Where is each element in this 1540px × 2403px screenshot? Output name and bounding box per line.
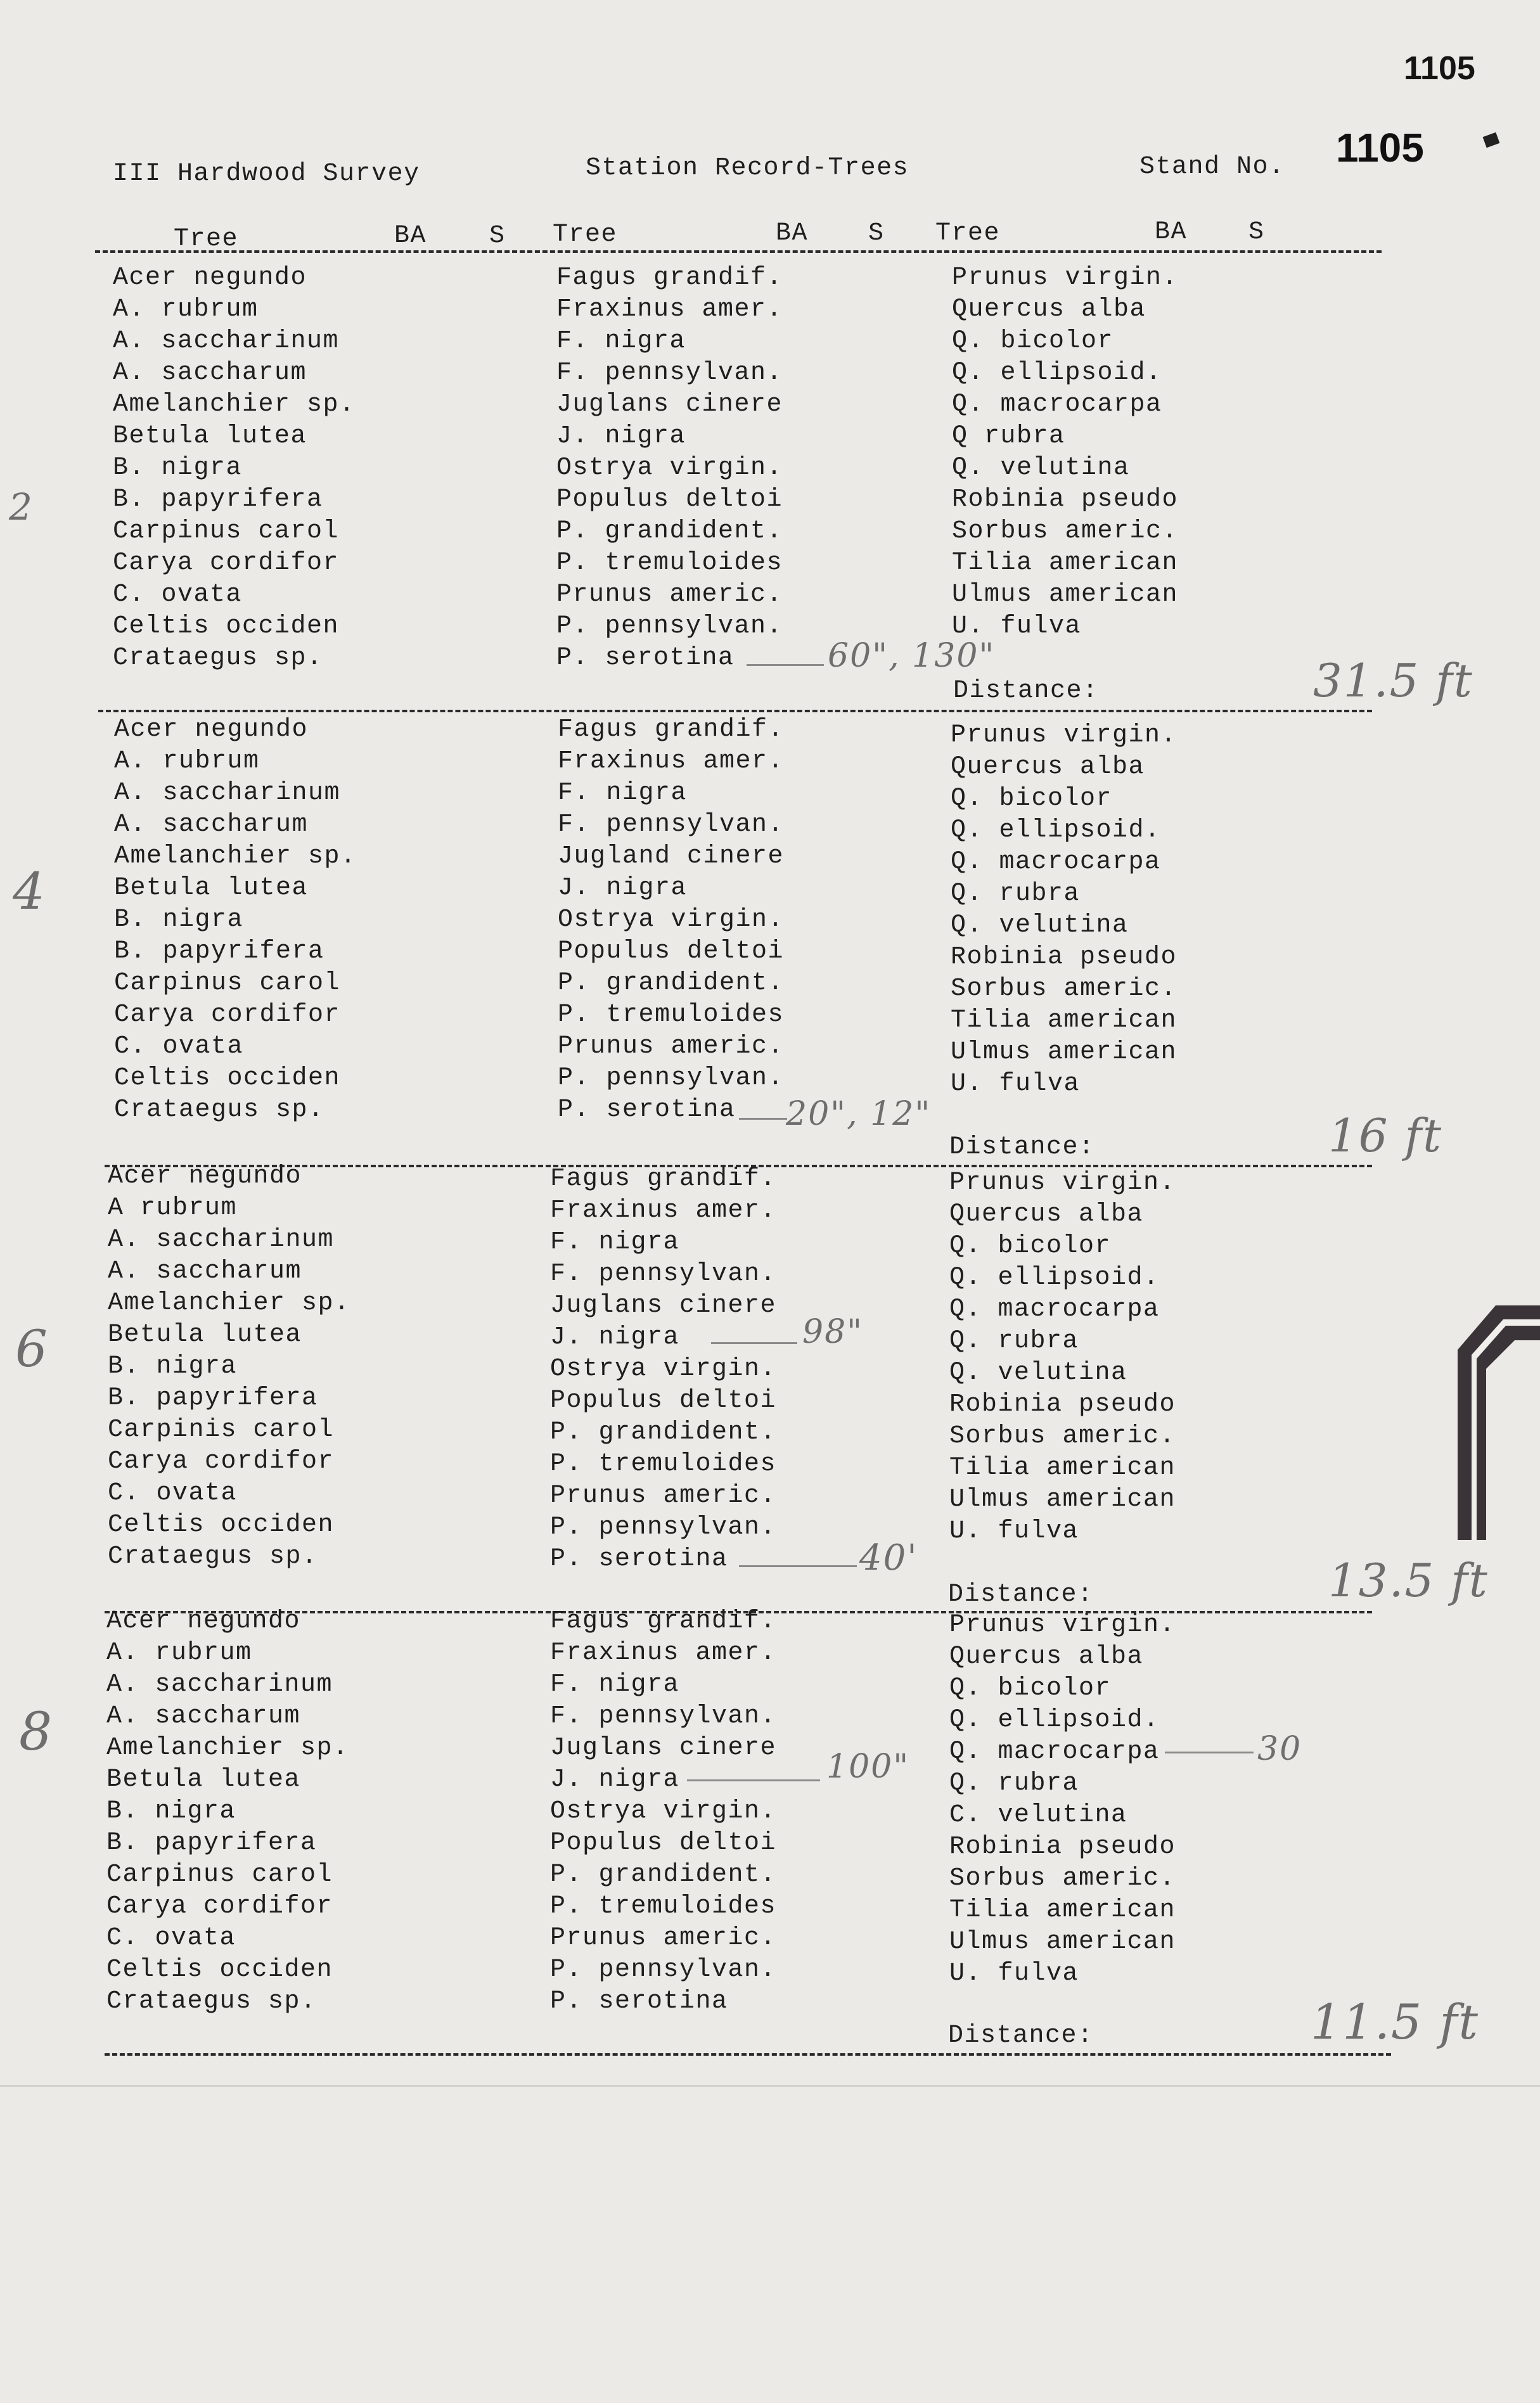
ink-leader-line	[739, 1118, 787, 1120]
col-header-s-3: S	[1248, 218, 1265, 247]
col-header-tree-1: Tree	[174, 225, 239, 253]
species-row: Q. macrocarpa	[952, 390, 1162, 419]
species-row: Amelanchier sp.	[106, 1734, 349, 1762]
species-row: Tilia american	[952, 549, 1179, 577]
margin-note: 4	[13, 862, 46, 921]
species-row: Carya cordifor	[106, 1892, 333, 1921]
species-row: P. tremuloides	[550, 1892, 777, 1921]
corner-stamp: 1105	[1404, 50, 1475, 87]
species-row: Q. ellipsoid.	[952, 359, 1162, 387]
species-row: Amelanchier sp.	[113, 390, 356, 419]
handwritten-measurement: 30	[1257, 1730, 1302, 1768]
species-column-right	[949, 1610, 1176, 1990]
species-row: Quercus alba	[949, 1200, 1144, 1229]
species-row: Q. bicolor	[952, 327, 1114, 356]
species-row: Acer negundo	[113, 264, 307, 292]
species-row: B. nigra	[106, 1797, 236, 1826]
species-row: Populus deltoi	[550, 1387, 777, 1415]
species-row: P. grandident.	[550, 1861, 777, 1889]
species-row: Carpinis carol	[108, 1416, 335, 1444]
species-row: B. nigra	[108, 1352, 238, 1381]
species-row: Prunus americ.	[550, 1482, 777, 1510]
species-row: Acer negundo	[114, 715, 309, 744]
handwritten-distance: 31.5 ft	[1313, 654, 1473, 707]
handwritten-distance: 16 ft	[1328, 1109, 1443, 1162]
species-row: Prunus virgin.	[951, 721, 1177, 750]
species-row: U. fulva	[951, 1070, 1081, 1098]
species-row: A. saccharinum	[114, 779, 341, 807]
margin-note: 8	[19, 1702, 54, 1762]
species-row: F. nigra	[558, 779, 688, 807]
species-row: P. grandident.	[558, 969, 785, 997]
species-column-right	[951, 720, 1177, 1100]
header-rule	[95, 250, 1382, 253]
species-row: J. nigra	[558, 874, 688, 902]
ink-leader-line	[747, 664, 824, 666]
survey-title: III Hardwood Survey	[113, 160, 420, 188]
species-row: Ulmus american	[952, 580, 1179, 609]
col-header-ba-1: BA	[394, 222, 427, 250]
species-row: Celtis occiden	[114, 1064, 341, 1093]
species-row: A. saccharum	[108, 1257, 302, 1286]
distance-label: Distance:	[948, 2022, 1094, 2050]
species-row: Q. macrocarpa	[949, 1295, 1160, 1324]
species-row: Q. macrocarpa	[949, 1738, 1160, 1766]
species-row: Sorbus americ.	[952, 517, 1179, 546]
species-row: Tilia american	[949, 1896, 1176, 1925]
species-column-left	[113, 262, 356, 674]
species-row: Prunus virgin.	[949, 1611, 1176, 1639]
species-row: P. tremuloides	[556, 549, 783, 577]
species-row: Jugland cinere	[558, 842, 785, 871]
species-row: Crataegus sp.	[106, 1987, 317, 2016]
species-row: Robinia pseudo	[949, 1390, 1176, 1419]
species-row: F. pennsylvan.	[550, 1702, 777, 1731]
species-row: A. saccharum	[114, 811, 309, 839]
species-row: U. fulva	[949, 1959, 1079, 1988]
species-row: Amelanchier sp.	[114, 842, 357, 871]
species-row: Quercus alba	[949, 1643, 1144, 1671]
handwritten-measurement: 100"	[826, 1748, 910, 1786]
species-row: U. fulva	[949, 1517, 1079, 1546]
species-row: Sorbus americ.	[951, 975, 1177, 1003]
species-row: Q. ellipsoid.	[951, 816, 1161, 845]
species-row: A. saccharum	[106, 1702, 301, 1731]
species-row: Carya cordifor	[108, 1447, 335, 1476]
handwritten-measurement: 20", 12"	[786, 1095, 932, 1133]
species-row: P. pennsylvan.	[550, 1513, 777, 1542]
species-row: B. papyrifera	[106, 1829, 317, 1857]
species-row: J. nigra	[556, 422, 686, 451]
species-row: B. papyrifera	[114, 937, 324, 966]
ink-leader-line	[1165, 1752, 1254, 1753]
species-row: F. pennsylvan.	[550, 1260, 777, 1288]
species-row: Ostrya virgin.	[550, 1355, 777, 1383]
col-header-tree-2: Tree	[553, 221, 618, 249]
species-row: Amelanchier sp.	[108, 1289, 350, 1317]
species-column-middle	[558, 714, 784, 1126]
distance-label: Distance:	[953, 677, 1099, 705]
species-row: Carya cordifor	[114, 1001, 341, 1029]
col-header-tree-3: Tree	[935, 219, 1001, 248]
block-separator	[98, 710, 1372, 712]
species-row: Q. bicolor	[951, 785, 1113, 813]
species-row: Celtis occiden	[108, 1511, 335, 1539]
species-row: Crataegus sp.	[113, 644, 323, 672]
species-row: F. pennsylvan.	[556, 359, 783, 387]
species-column-left	[106, 1606, 349, 2018]
species-row: Prunus virgin.	[952, 264, 1179, 292]
species-row: Q. rubra	[949, 1769, 1079, 1798]
col-header-s-1: S	[489, 222, 506, 250]
stand-number-stamp: 1105	[1336, 125, 1424, 170]
species-row: P. tremuloides	[558, 1001, 785, 1029]
species-row: Betula lutea	[114, 874, 309, 902]
species-row: Fagus grandif.	[550, 1607, 777, 1636]
species-row: Q. bicolor	[949, 1232, 1112, 1260]
ink-leader-line	[687, 1779, 820, 1781]
species-row: P. serotina	[556, 644, 735, 672]
species-row: P. grandident.	[550, 1418, 777, 1447]
ink-leader-line	[711, 1342, 797, 1344]
species-row: Betula lutea	[113, 422, 307, 451]
species-row: Populus deltoi	[556, 485, 783, 514]
block-separator	[105, 2053, 1391, 2056]
species-row: Prunus americ.	[550, 1924, 777, 1952]
species-row: Sorbus americ.	[949, 1864, 1176, 1893]
species-row: Populus deltoi	[558, 937, 785, 966]
species-column-middle	[556, 262, 783, 674]
col-header-s-2: S	[868, 219, 885, 248]
handwritten-distance: 11.5 ft	[1311, 1994, 1480, 2050]
species-row: A rubrum	[108, 1194, 238, 1222]
species-row: A. saccharinum	[113, 327, 340, 356]
species-row: Ostrya virgin.	[550, 1797, 777, 1826]
col-header-ba-2: BA	[776, 219, 809, 248]
species-row: Q. bicolor	[949, 1674, 1112, 1703]
species-row: A. rubrum	[114, 747, 260, 776]
species-row: Fraxinus amer.	[558, 747, 785, 776]
distance-label: Distance:	[948, 1580, 1094, 1609]
species-row: Carpinus carol	[114, 969, 341, 997]
species-row: Prunus americ.	[558, 1032, 785, 1061]
species-row: Crataegus sp.	[108, 1542, 318, 1571]
species-row: Celtis occiden	[106, 1956, 333, 1984]
species-row: Q. rubra	[949, 1327, 1079, 1355]
species-row: Q. macrocarpa	[951, 848, 1161, 876]
species-row: B. papyrifera	[108, 1384, 318, 1413]
species-row: C. ovata	[114, 1032, 244, 1061]
species-row: A. rubrum	[106, 1639, 252, 1667]
species-row: Robinia pseudo	[951, 943, 1177, 971]
distance-label: Distance:	[949, 1133, 1095, 1162]
species-row: Tilia american	[951, 1006, 1177, 1035]
species-row: Celtis occiden	[113, 612, 340, 641]
species-column-left	[114, 714, 357, 1126]
species-row: Quercus alba	[952, 295, 1146, 324]
species-row: P. serotina	[558, 1096, 736, 1124]
species-row: Ostrya virgin.	[558, 906, 785, 934]
species-column-right	[949, 1167, 1176, 1548]
species-row: Prunus americ.	[556, 580, 783, 609]
handwritten-measurement: 40'	[859, 1537, 918, 1579]
margin-note: 6	[15, 1319, 49, 1378]
handwritten-measurement: 98"	[802, 1313, 864, 1351]
species-row: Q. rubra	[951, 880, 1081, 908]
species-column-middle	[550, 1606, 776, 2018]
species-row: Fagus grandif.	[550, 1165, 777, 1193]
stand-label: Stand No.	[1139, 153, 1285, 181]
species-row: Prunus virgin.	[949, 1169, 1176, 1197]
species-column-left	[108, 1161, 350, 1573]
species-row: Ulmus american	[949, 1928, 1176, 1956]
species-row: Q. velutina	[951, 911, 1129, 940]
ink-mark	[1483, 132, 1500, 148]
species-row: P. pennsylvan.	[558, 1064, 785, 1093]
handwritten-measurement: 60", 130"	[828, 637, 996, 675]
species-row: F. pennsylvan.	[558, 811, 785, 839]
species-row: J. nigra	[550, 1323, 680, 1352]
paper-clip-icon	[1458, 1305, 1540, 1540]
species-row: Ostrya virgin.	[556, 454, 783, 482]
species-row: F. nigra	[556, 327, 686, 356]
species-row: Populus deltoi	[550, 1829, 777, 1857]
species-column-middle	[550, 1163, 776, 1575]
species-row: P. tremuloides	[550, 1450, 777, 1478]
species-row: Q. velutina	[952, 454, 1130, 482]
species-row: C. velutina	[949, 1801, 1127, 1829]
species-row: Acer negundo	[106, 1607, 301, 1636]
species-row: Juglans cinere	[556, 390, 783, 419]
species-row: Fraxinus amer.	[556, 295, 783, 324]
form-subtitle: Station Record-Trees	[586, 154, 909, 183]
species-row: C. ovata	[113, 580, 243, 609]
species-row: Acer negundo	[108, 1162, 302, 1191]
species-row: F. nigra	[550, 1228, 680, 1257]
species-row: Fraxinus amer.	[550, 1196, 777, 1225]
species-row: Q. velutina	[949, 1359, 1127, 1387]
paper-fold	[0, 2085, 1540, 2087]
species-row: F. nigra	[550, 1670, 680, 1699]
species-row: Fagus grandif.	[556, 264, 783, 292]
species-row: Betula lutea	[106, 1765, 301, 1794]
species-row: Betula lutea	[108, 1321, 302, 1349]
species-row: A. saccharum	[113, 359, 307, 387]
species-row: Juglans cinere	[550, 1734, 777, 1762]
species-row: C. ovata	[106, 1924, 236, 1952]
species-row: Ulmus american	[951, 1038, 1177, 1067]
species-row: B. nigra	[114, 906, 244, 934]
species-row: P. serotina	[550, 1545, 728, 1573]
species-row: J. nigra	[550, 1765, 680, 1794]
species-row: P. serotina	[550, 1987, 728, 2016]
species-row: Quercus alba	[951, 753, 1145, 781]
species-row: Fagus grandif.	[558, 715, 785, 744]
species-row: Robinia pseudo	[949, 1833, 1176, 1861]
ink-leader-line	[739, 1565, 857, 1567]
species-row: U. fulva	[952, 612, 1082, 641]
species-row: Fraxinus amer.	[550, 1639, 777, 1667]
species-row: Q. ellipsoid.	[949, 1264, 1160, 1292]
species-row: Sorbus americ.	[949, 1422, 1176, 1451]
species-row: P. grandident.	[556, 517, 783, 546]
species-row: A. saccharinum	[106, 1670, 333, 1699]
species-row: C. ovata	[108, 1479, 238, 1508]
species-row: Q rubra	[952, 422, 1065, 451]
species-row: Carpinus carol	[106, 1861, 333, 1889]
margin-note: 2	[9, 485, 34, 529]
species-row: P. pennsylvan.	[556, 612, 783, 641]
handwritten-distance: 13.5 ft	[1328, 1554, 1489, 1607]
species-row: Juglans cinere	[550, 1291, 777, 1320]
species-row: Ulmus american	[949, 1485, 1176, 1514]
species-row: Crataegus sp.	[114, 1096, 324, 1124]
species-row: Robinia pseudo	[952, 485, 1179, 514]
species-row: Q. ellipsoid.	[949, 1706, 1160, 1734]
species-row: P. pennsylvan.	[550, 1956, 777, 1984]
species-row: Tilia american	[949, 1454, 1176, 1482]
col-header-ba-3: BA	[1155, 218, 1188, 247]
species-column-right	[952, 262, 1178, 643]
species-row: Carpinus carol	[113, 517, 340, 546]
species-row: B. papyrifera	[113, 485, 323, 514]
species-row: Carya cordifor	[113, 549, 340, 577]
species-row: B. nigra	[113, 454, 243, 482]
species-row: A. saccharinum	[108, 1226, 335, 1254]
species-row: A. rubrum	[113, 295, 259, 324]
